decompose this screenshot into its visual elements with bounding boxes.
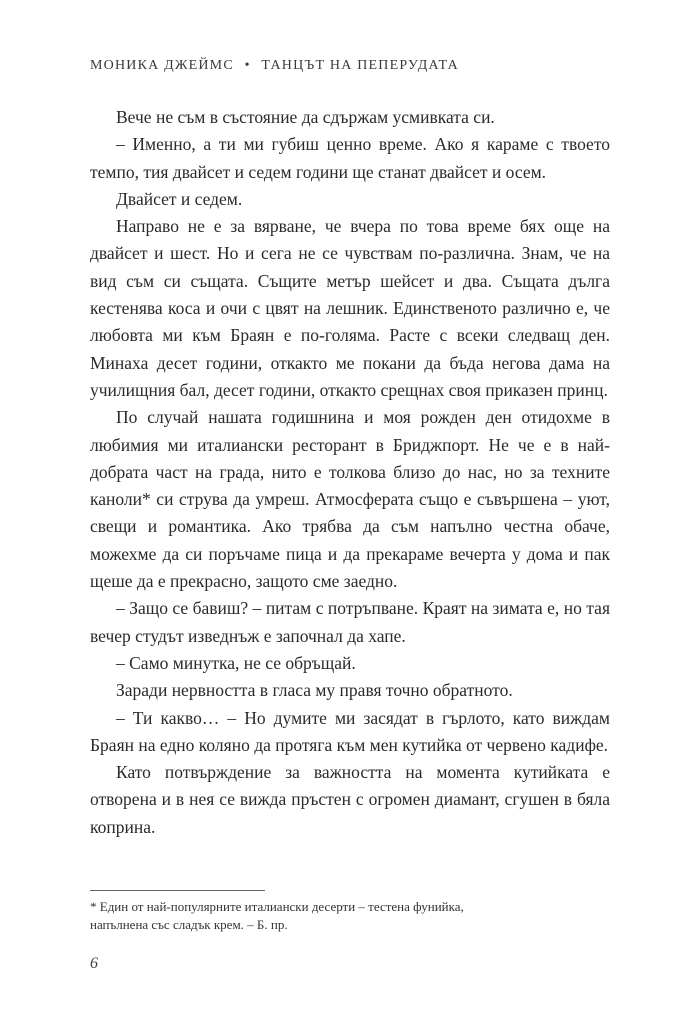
body-text: [90, 104, 610, 841]
paragraph: Двайсет и седем.: [116, 188, 243, 209]
paragraph: – Именно, а ти ми губиш ценно време. Ако я караме с твоето темпо, тия двайсет и седем години ще станат двайсет и осем.: [90, 134, 610, 182]
footnote: * Един от най-популярните италиански десерти – тестена фунийка, напълнена със сладък крем. – Б. пр.: [90, 899, 464, 932]
paragraph: Вече не съм в състояние да сдържам усмивката си.: [116, 107, 495, 127]
header-separator: •: [244, 58, 251, 73]
running-header: [90, 58, 459, 74]
paragraph: – Защо се бавиш? – питам с потръпване. Краят на зимата е, но тая вечер студът изведнъж е започнал да хапе.: [90, 598, 610, 646]
paragraph: – Ти какво… – Но думите ми засядат в гърлото, като виждам Браян на едно коляно да протяга към мен кутийка от червено кадифе.: [90, 707, 610, 755]
paragraph: – Само минутка, не се обръщай.: [116, 652, 356, 673]
paragraph: Направо не е за вярване, че вчера по това време бях още на двайсет и шест. Но и сега не се чувствам по-различна. Знам, че на вид съм си същата. Същите метър шейсет и два. Същата дълга кестенява коса и очи с цвят на лешник. Единственото различно е, че любовта ми към Браян е по-голяма. Расте с всеки следващ ден. Минаха десет години, откакто ме покани да бъда негова дама на училищния бал, десет години, откакто срещнах своя приказен принц.: [90, 216, 610, 400]
paragraph: По случай нашата годишнина и моя рожден ден отидохме в любимия ми италиански ресторант в Бриджпорт. Не че е в най-добрата част на града, нито е толкова близо до нас, но за техните каноли* си струва да умреш. Атмосферата също е съвършена – уют, свещи и романтика. Ако трябва да съм напълно честна обаче, можехме да си поръчаме пица и да прекараме вечерта у дома и пак щеше да е прекрасно, защото сме заедно.: [90, 407, 610, 592]
paragraph: Като потвърждение за важността на момента кутийката е отворена и в нея се вижда пръстен с огромен диамант, сгушен в бяла коприна.: [90, 762, 610, 837]
page-number: 6: [90, 955, 98, 972]
header-author: МОНИКА ДЖЕЙМС: [90, 58, 234, 73]
header-title: ТАНЦЪТ НА ПЕПЕРУДАТА: [261, 58, 459, 73]
paragraph: Заради нервността в гласа му правя точно обратното.: [116, 680, 513, 701]
footnote-divider: [90, 890, 265, 891]
